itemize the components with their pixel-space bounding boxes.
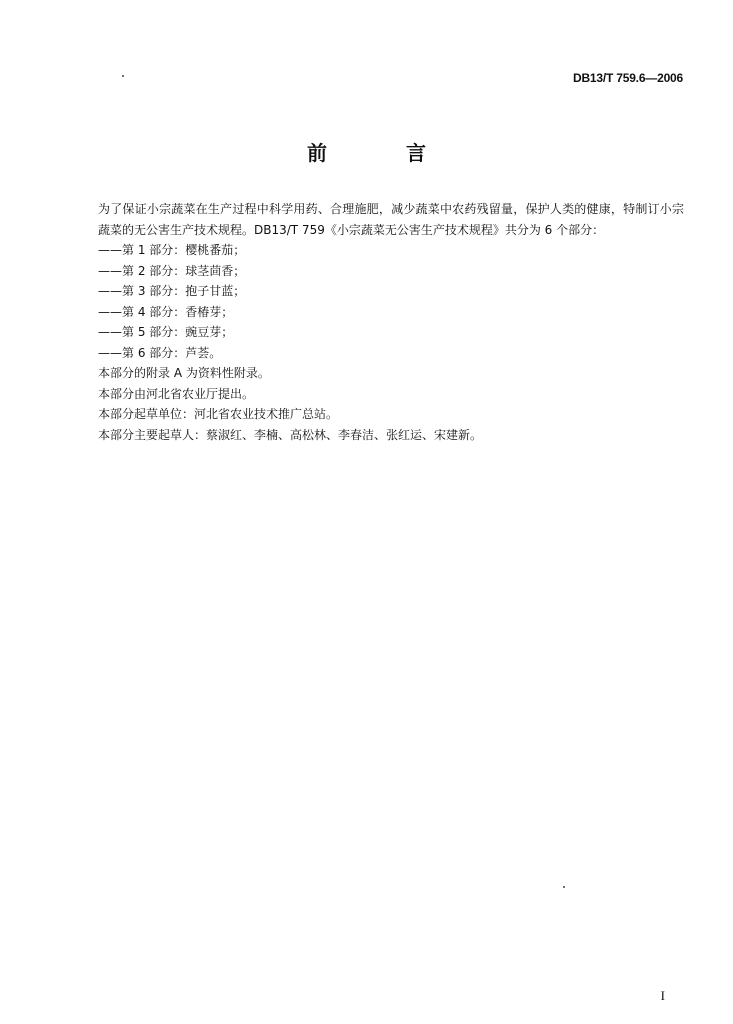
proposer-note: 本部分由河北省农业厅提出。 bbox=[98, 386, 255, 401]
document-code: DB13/T 759.6—2006 bbox=[572, 71, 683, 85]
list-item: ——第 2 部分：球茎茴香； bbox=[98, 263, 246, 278]
appendix-note: 本部分的附录 A 为资料性附录。 bbox=[98, 366, 270, 380]
page-number: I bbox=[660, 988, 665, 1003]
list-item: ——第 5 部分：豌豆芽； bbox=[98, 325, 234, 339]
section-title: 前 言 bbox=[307, 141, 462, 165]
list-item: ——第 3 部分：抱子甘蓝； bbox=[98, 284, 246, 298]
list-item: ——第 6 部分：芦荟。 bbox=[98, 345, 222, 360]
drafters-note: 本部分主要起草人：蔡淑红、李楠、高松林、李春洁、张红运、宋建新。 bbox=[98, 427, 483, 442]
list-item: ——第 4 部分：香椿芽； bbox=[98, 304, 234, 319]
intro-paragraph: 为了保证小宗蔬菜在生产过程中科学用药、合理施肥，减少蔬菜中农药残留量，保护人类的健康，特制订小宗蔬菜的无公害生产技术规程。DB13/T 759《小宗蔬菜无公害生产技术规程》共分为 6 个部分： bbox=[98, 202, 684, 237]
list-item: ——第 1 部分：樱桃番茄； bbox=[98, 243, 246, 257]
drafting-unit-note: 本部分起草单位：河北省农业技术推广总站。 bbox=[98, 407, 339, 421]
scan-speck bbox=[563, 886, 565, 888]
scan-speck bbox=[122, 75, 124, 77]
foreword-body bbox=[98, 199, 684, 445]
parts-list bbox=[98, 240, 684, 363]
